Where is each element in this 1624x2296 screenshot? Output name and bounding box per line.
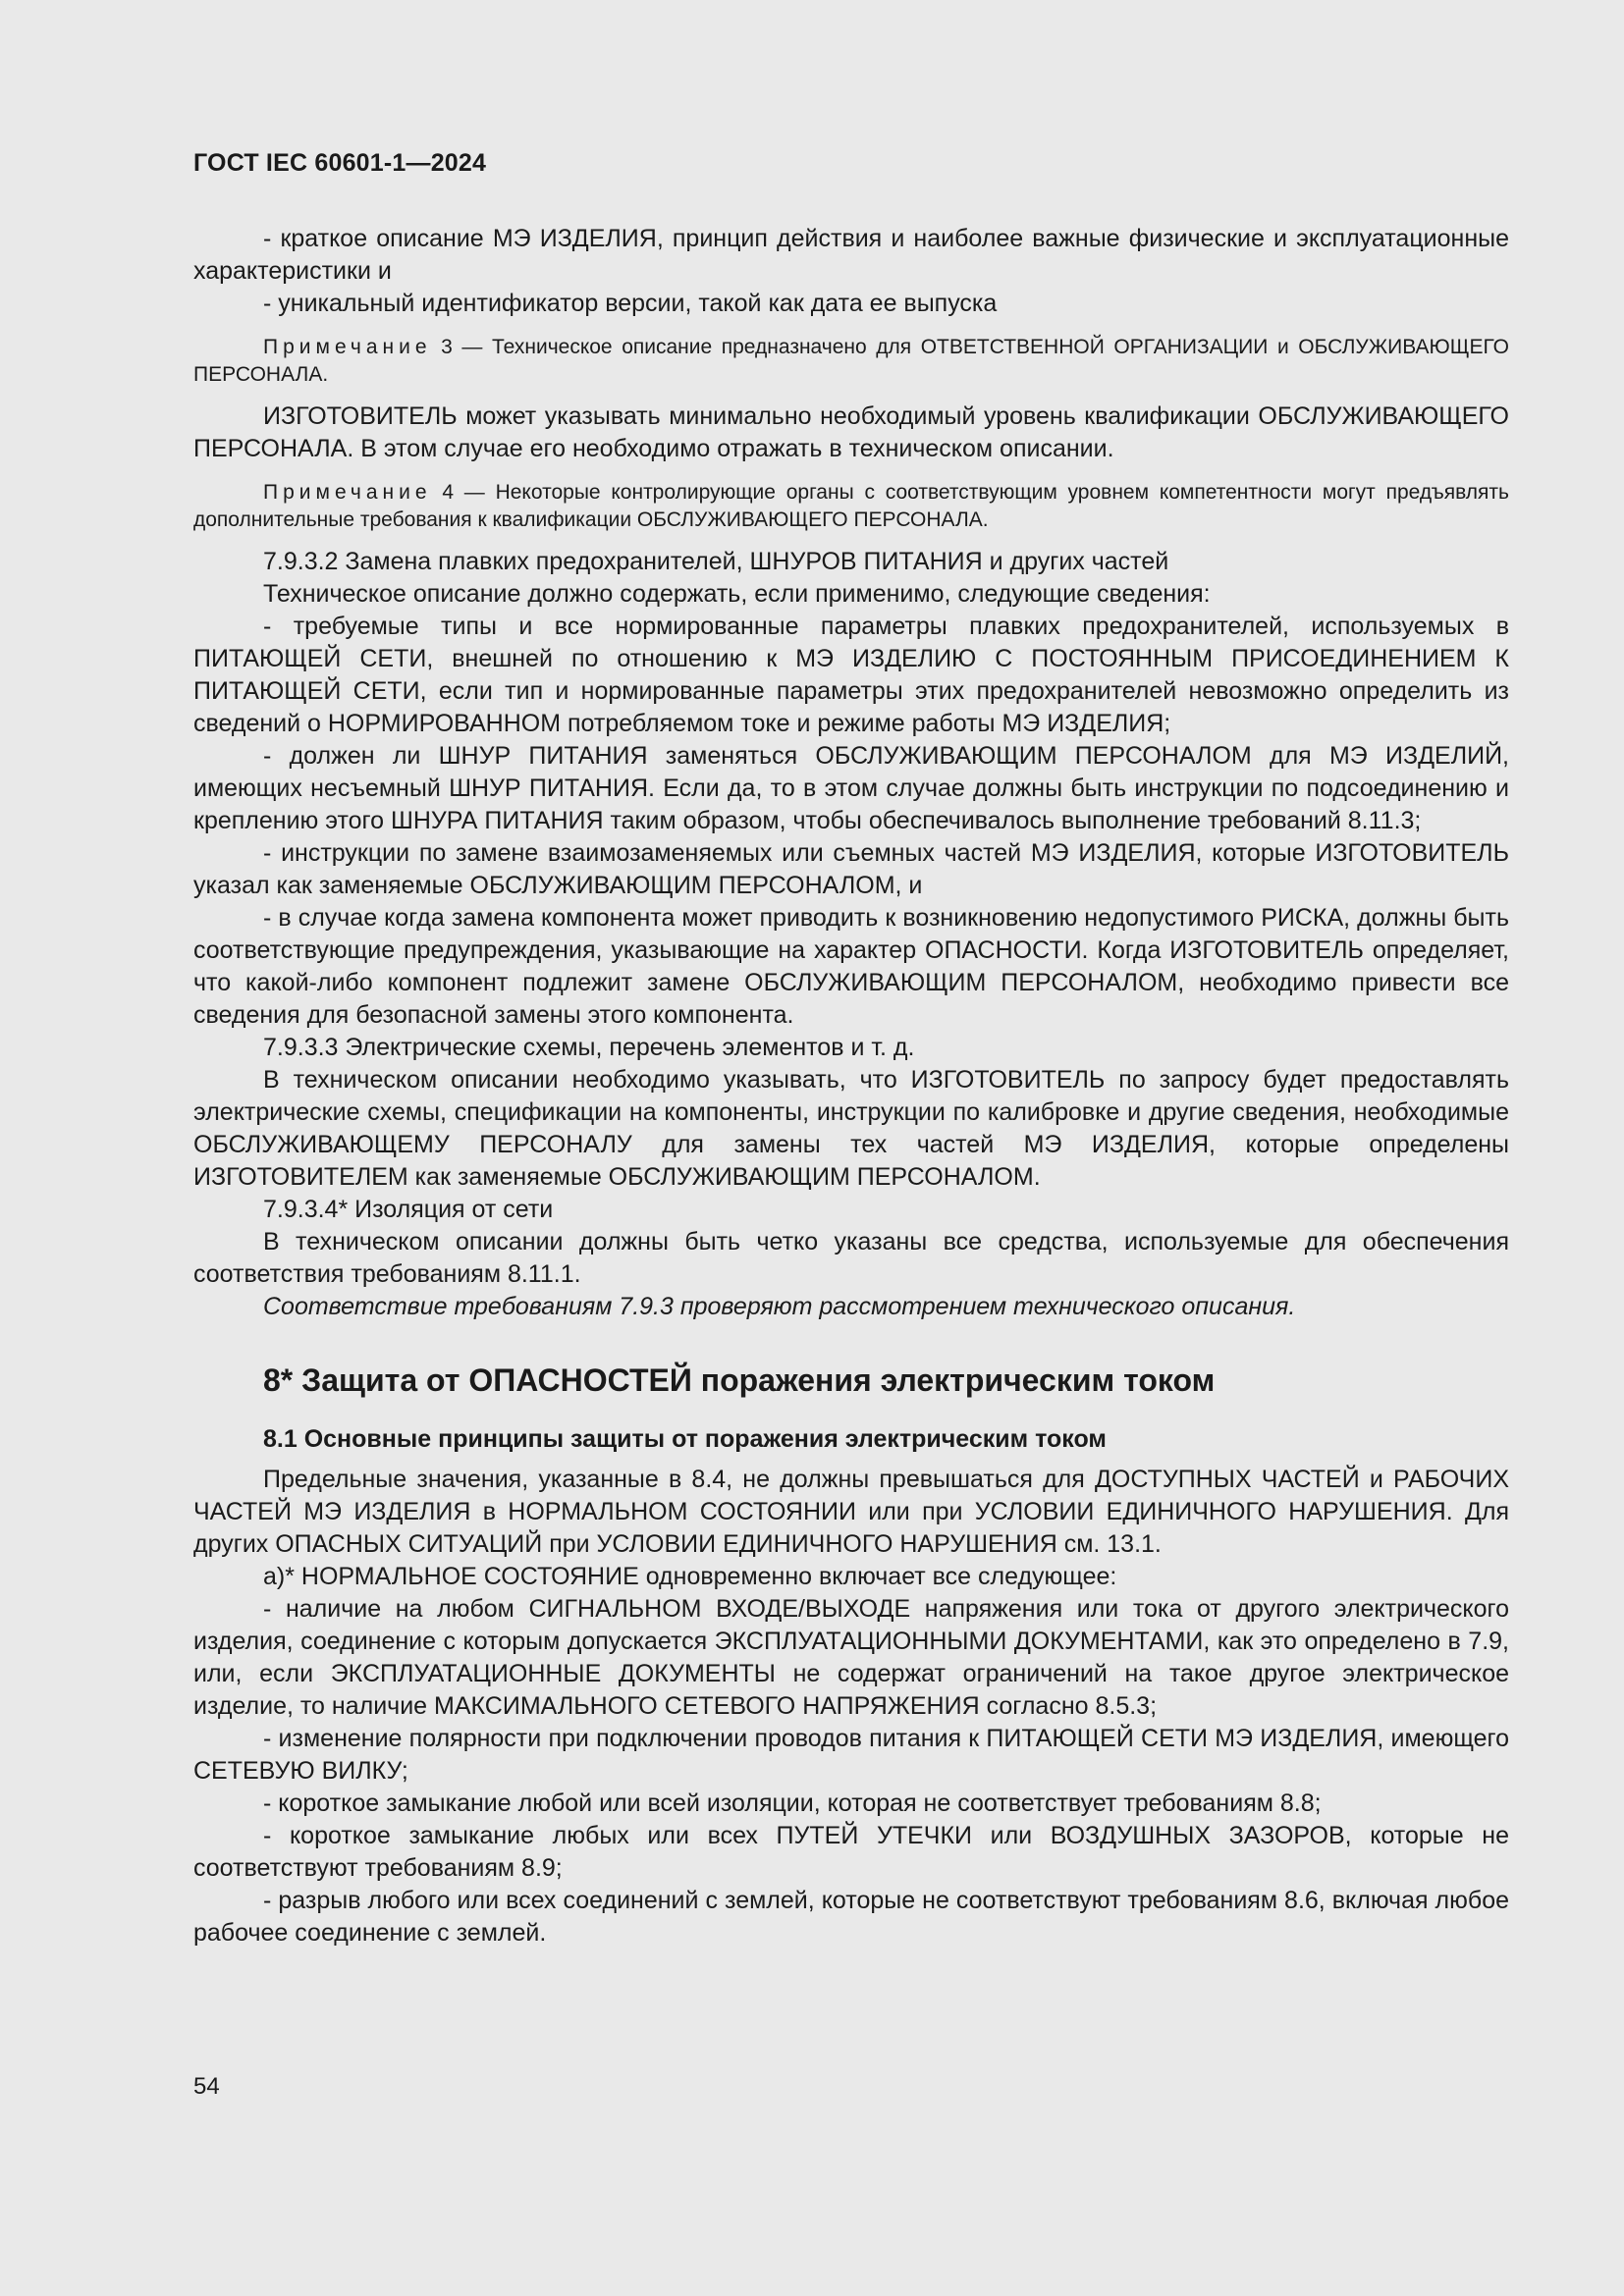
list-item: - разрыв любого или всех соединений с землей, которые не соответствуют требованиям 8.6, включая любое рабочее соединение с землей. bbox=[193, 1887, 1509, 1947]
note bbox=[193, 334, 1509, 389]
paragraph: - краткое описание МЭ ИЗДЕЛИЯ, принцип действия и наиболее важные физические и эксплуатационные характеристики и bbox=[193, 225, 1509, 285]
page-number: 54 bbox=[193, 2073, 220, 2100]
list-item: - наличие на любом СИГНАЛЬНОМ ВХОДЕ/ВЫХОДЕ напряжения или тока от другого электрического изделия, соединение с которым допускается ЭКСПЛУАТАЦИОННЫМИ ДОКУМЕНТАМИ, как это определено в 7.9, или, если ЭКСПЛУАТАЦИОННЫЕ ДОКУМЕНТЫ не содержат ограничений на такое другое электрическое изделие, то наличие МАКСИМАЛЬНОГО СЕТЕВОГО НАПРЯЖЕНИЯ согласно 8.5.3; bbox=[193, 1595, 1509, 1720]
paragraph: Предельные значения, указанные в 8.4, не должны превышаться для ДОСТУПНЫХ ЧАСТЕЙ и РАБОЧИХ ЧАСТЕЙ МЭ ИЗДЕЛИЯ в НОРМАЛЬНОМ СОСТОЯНИИ или при УСЛОВИИ ЕДИНИЧНОГО НАРУШЕНИЯ. Для других ОПАСНЫХ СИТУАЦИЙ при УСЛОВИИ ЕДИНИЧНОГО НАРУШЕНИЯ см. 13.1. bbox=[193, 1466, 1509, 1558]
paragraph: В техническом описании необходимо указывать, что ИЗГОТОВИТЕЛЬ по запросу будет предоставлять электрические схемы, спецификации на компоненты, инструкции по калибровке и другие сведения, необходимые ОБСЛУЖИВАЮЩЕМУ ПЕРСОНАЛУ для замены тех частей МЭ ИЗДЕЛИЯ, которые определены ИЗГОТОВИТЕЛЕМ как заменяемые ОБСЛУЖИВАЮЩИМ ПЕРСОНАЛОМ. bbox=[193, 1066, 1509, 1191]
section-heading-7-9-3-3: 7.9.3.3 Электрические схемы, перечень элементов и т. д. bbox=[263, 1034, 915, 1061]
section-heading-7-9-3-2: 7.9.3.2 Замена плавких предохранителей, ШНУРОВ ПИТАНИЯ и других частей bbox=[263, 548, 1169, 575]
paragraph: - уникальный идентификатор версии, такой как дата ее выпуска bbox=[263, 290, 998, 317]
paragraph: a)* НОРМАЛЬНОЕ СОСТОЯНИЕ одновременно включает все следующее: bbox=[263, 1563, 1117, 1590]
list-item: - короткое замыкание любой или всей изоляции, которая не соответствует требованиям 8.8; bbox=[263, 1789, 1322, 1817]
list-item: - инструкции по замене взаимозаменяемых или съемных частей МЭ ИЗДЕЛИЯ, которые ИЗГОТОВИТЕЛЬ указал как заменяемые ОБСЛУЖИВАЮЩИМ ПЕРСОНАЛОМ, и bbox=[193, 839, 1509, 899]
section-heading-7-9-3-4: 7.9.3.4* Изоляция от сети bbox=[263, 1196, 554, 1223]
paragraph: ИЗГОТОВИТЕЛЬ может указывать минимально необходимый уровень квалификации ОБСЛУЖИВАЮЩЕГО ПЕРСОНАЛА. В этом случае его необходимо отражать в техническом описании. bbox=[193, 402, 1509, 462]
page-body bbox=[193, 223, 1509, 1949]
page-header: ГОСТ IEC 60601-1—2024 bbox=[193, 149, 487, 177]
note-text: 3 — Техническое описание предназначено для ОТВЕТСТВЕННОЙ ОРГАНИЗАЦИИ и ОБСЛУЖИВАЮЩЕГО ПЕРСОНАЛА. bbox=[193, 336, 1509, 386]
section-heading-8: 8* Защита от ОПАСНОСТЕЙ поражения электрическим током bbox=[263, 1362, 1216, 1398]
list-item: - короткое замыкание любых или всех ПУТЕЙ УТЕЧКИ или ВОЗДУШНЫХ ЗАЗОРОВ, которые не соответствуют требованиям 8.9; bbox=[193, 1822, 1509, 1882]
list-item: - в случае когда замена компонента может приводить к возникновению недопустимого РИСКА, должны быть соответствующие предупреждения, указывающие на характер ОПАСНОСТИ. Когда ИЗГОТОВИТЕЛЬ определяет, что какой-либо компонент подлежит замене ОБСЛУЖИВАЮЩИМ ПЕРСОНАЛОМ, необходимо привести все сведения для безопасной замены этого компонента. bbox=[193, 904, 1509, 1029]
list-item: - изменение полярности при подключении проводов питания к ПИТАЮЩЕЙ СЕТИ МЭ ИЗДЕЛИЯ, имеющего СЕТЕВУЮ ВИЛКУ; bbox=[193, 1725, 1509, 1785]
list-item: - должен ли ШНУР ПИТАНИЯ заменяться ОБСЛУЖИВАЮЩИМ ПЕРСОНАЛОМ для МЭ ИЗДЕЛИЙ, имеющих несъемный ШНУР ПИТАНИЯ. Если да, то в этом случае должны быть инструкции по подсоединению и креплению этого ШНУРА ПИТАНИЯ таким образом, чтобы обеспечивалось выполнение требований 8.11.3; bbox=[193, 742, 1509, 834]
section-heading-8-1: 8.1 Основные принципы защиты от поражения электрическим током bbox=[263, 1425, 1107, 1453]
compliance-statement: Соответствие требованиям 7.9.3 проверяют рассмотрением технического описания. bbox=[263, 1293, 1296, 1320]
note-label: Примечание bbox=[263, 481, 432, 504]
list-item: - требуемые типы и все нормированные параметры плавких предохранителей, используемых в ПИТАЮЩЕЙ СЕТИ, внешней по отношению к МЭ ИЗДЕЛИЮ С ПОСТОЯННЫМ ПРИСОЕДИНЕНИЕМ К ПИТАЮЩЕЙ СЕТИ, если тип и нормированные параметры этих предохранителей невозможно определить из сведений о НОРМИРОВАННОМ потребляемом токе и режиме работы МЭ ИЗДЕЛИЯ; bbox=[193, 613, 1509, 737]
paragraph: Техническое описание должно содержать, если применимо, следующие сведения: bbox=[263, 580, 1211, 608]
paragraph: В техническом описании должны быть четко указаны все средства, используемые для обеспечения соответствия требованиям 8.11.1. bbox=[193, 1228, 1509, 1288]
note bbox=[193, 479, 1509, 534]
note-label: Примечание bbox=[263, 336, 432, 358]
note-text: 4 — Некоторые контролирующие органы с соответствующим уровнем компетентности могут предъявлять дополнительные требования к квалификации ОБСЛУЖИВАЮЩЕГО ПЕРСОНАЛА. bbox=[193, 481, 1509, 531]
